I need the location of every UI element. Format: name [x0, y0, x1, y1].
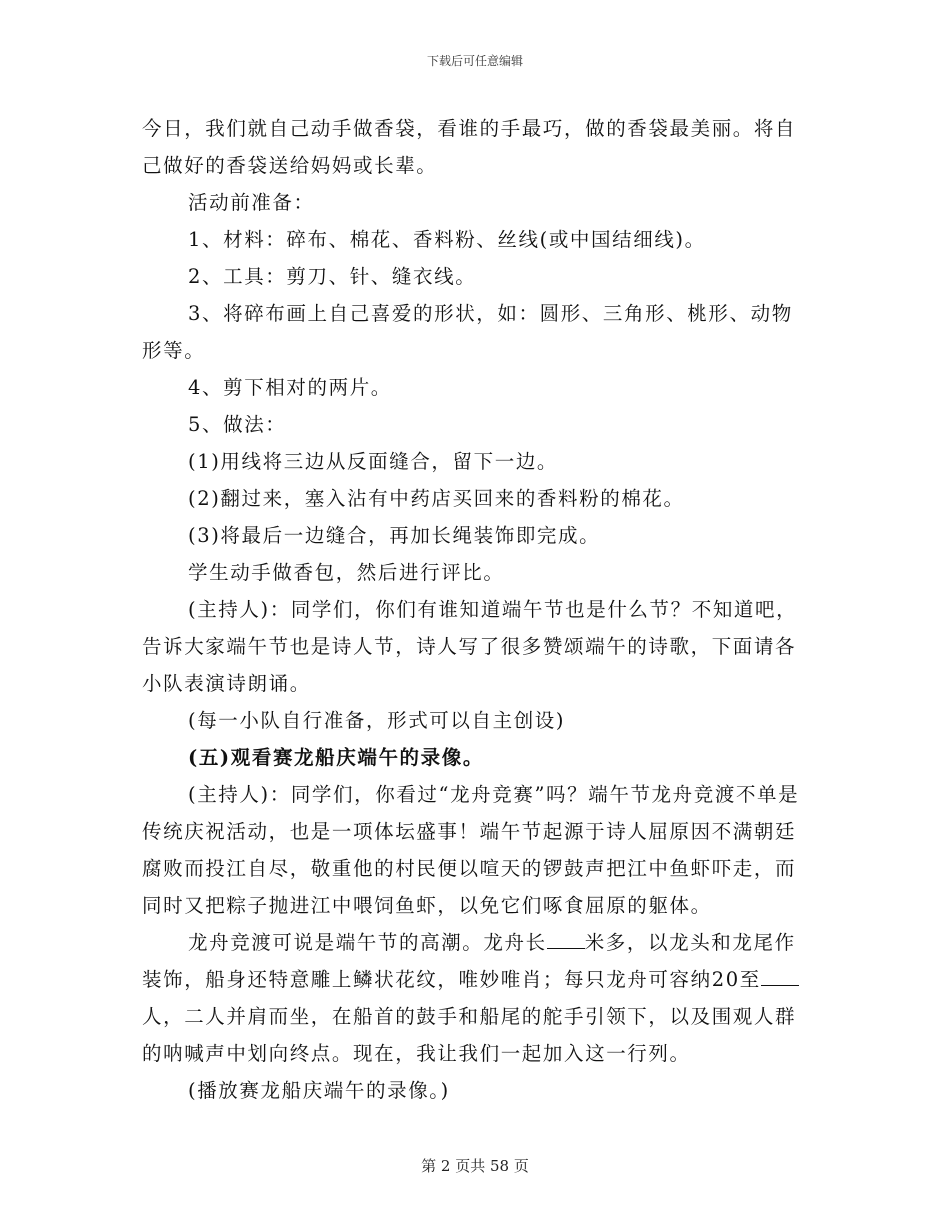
section-heading-five: (五)观看赛龙船庆端午的录像。 — [188, 746, 484, 769]
paragraph-method-3: (3)将最后一边缝合，再加长绳装饰即完成。 — [188, 524, 601, 547]
paragraph-dragon-boat-race — [142, 924, 808, 1072]
paragraph-play-video: (播放赛龙船庆端午的录像。) — [188, 1079, 450, 1102]
paragraph-team-prepare: (每一小队自行准备，形式可以自主创设) — [188, 709, 566, 732]
paragraph-host-dragon-boat: (主持人)：同学们，你看过“龙舟竞赛”吗？端午节龙舟竞渡不单是传统庆祝活动，也是一项体坛盛事！端午节起源于诗人屈原因不满朝廷腐败而投江自尽，敬重他的村民便以喧天的锣鼓声把江中鱼虾吓走，而同时又把粽子抛进江中喂饲鱼虾，以免它们啄食屈原的躯体。 — [142, 783, 800, 917]
paragraph-host-poets-day: (主持人)：同学们，你们有谁知道端午节也是什么节？不知道吧，告诉大家端午节也是诗人节，诗人写了很多赞颂端午的诗歌，下面请各小队表演诗朗诵。 — [142, 598, 798, 695]
paragraph-intro: 今日，我们就自己动手做香袋，看谁的手最巧，做的香袋最美丽。将自己做好的香袋送给妈妈或长辈。 — [142, 117, 797, 177]
paragraph-materials: 1、材料：碎布、棉花、香料粉、丝线(或中国结细线)。 — [188, 228, 706, 251]
paragraph-method-title: 5、做法： — [188, 413, 287, 436]
paragraph-preparation-title: 活动前准备： — [188, 191, 315, 214]
paragraph-method-1: (1)用线将三边从反面缝合，留下一边。 — [188, 450, 559, 473]
paragraph-students-make: 学生动手做香包，然后进行评比。 — [188, 561, 505, 584]
paragraph-step-3: 3、将碎布画上自己喜爱的形状，如：圆形、三角形、桃形、动物形等。 — [142, 302, 793, 362]
page-footer: 第 2 页共 58 页 — [421, 1157, 529, 1175]
boat-text-part3: 人，二人并肩而坐，在船首的鼓手和船尾的舵手引领下，以及围观人群的呐喊声中划向终点。现在，我让我们一起加入这一行列。 — [142, 1005, 797, 1065]
boat-text-part2: 米多，以龙头和龙尾作装饰，船身还特意雕上鳞状花纹，唯妙唯肖；每只龙舟可容纳20至 — [142, 931, 796, 991]
paragraph-step-4: 4、剪下相对的两片。 — [188, 376, 392, 399]
document-body — [142, 110, 808, 1109]
page-header: 下载后可任意编辑 — [426, 54, 523, 68]
boat-text-part1: 龙舟竞渡可说是端午节的高潮。龙舟长 — [188, 931, 547, 954]
fill-blank-length — [547, 948, 585, 949]
fill-blank-capacity — [761, 985, 799, 986]
paragraph-tools: 2、工具：剪刀、针、缝衣线。 — [188, 265, 477, 288]
paragraph-method-2: (2)翻过来，塞入沾有中药店买回来的香料粉的棉花。 — [188, 487, 685, 510]
